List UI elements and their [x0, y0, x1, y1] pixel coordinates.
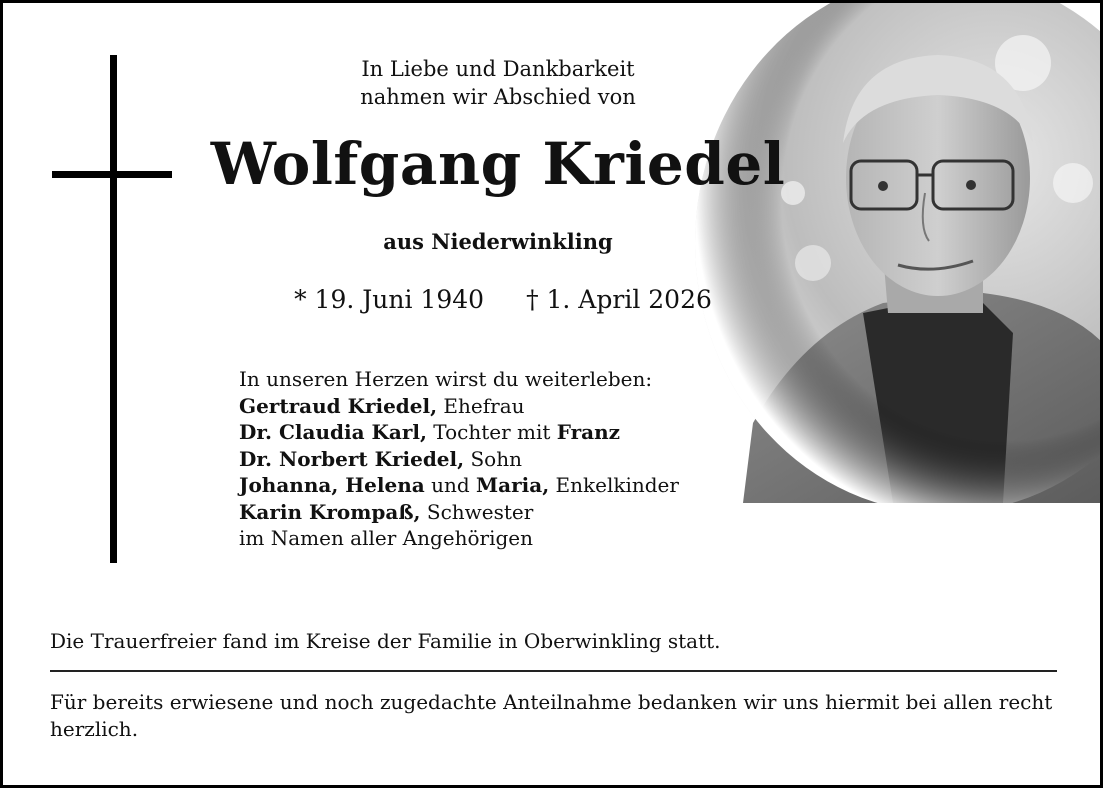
- mourners-closing: im Namen aller Angehörigen: [239, 526, 534, 550]
- divider: [50, 670, 1057, 672]
- intro-text: [253, 55, 743, 111]
- mourner-relation: Enkelkinder: [549, 473, 679, 497]
- mourner-relation: Sohn: [464, 446, 522, 471]
- deceased-origin: aus Niederwinkling: [383, 229, 613, 254]
- mourners-list: [239, 366, 759, 552]
- intro-line-1: In Liebe und Dankbarkeit: [361, 57, 635, 81]
- mourner-name: Dr. Claudia Karl,: [239, 420, 427, 444]
- ceremony-notice: Die Trauerfreier fand im Kreise der Familie in Oberwinkling statt.: [50, 629, 721, 653]
- list-item: [239, 499, 759, 526]
- deceased-name: Wolfgang Kriedel: [210, 130, 786, 198]
- list-item: [239, 472, 759, 499]
- intro-line-2: nahmen wir Abschied von: [360, 85, 636, 109]
- mourner-relation: Schwester: [420, 499, 534, 524]
- list-item: [239, 419, 759, 446]
- list-item: [239, 393, 759, 420]
- mourner-name: Gertraud Kriedel,: [239, 393, 438, 418]
- mourner-relation: Tochter mit: [426, 420, 557, 444]
- mourner-name: Maria,: [476, 473, 550, 497]
- mourner-relation: Ehefrau: [437, 393, 525, 418]
- death-date: † 1. April 2026: [526, 285, 712, 314]
- mourners-intro: In unseren Herzen wirst du weiterleben:: [239, 367, 653, 391]
- mourner-name: Karin Krompaß,: [239, 499, 421, 524]
- thanks-notice: Für bereits erwiesene und noch zugedachte Anteilnahme bedanken wir uns hiermit bei allen recht herzlich.: [50, 690, 1053, 741]
- mourner-name: Dr. Norbert Kriedel,: [239, 446, 465, 471]
- cross-vertical-bar: [110, 55, 117, 563]
- mourner-relation: und: [424, 473, 476, 497]
- life-dates: [223, 285, 783, 314]
- mourner-name: Franz: [556, 420, 621, 444]
- mourner-name: Johanna, Helena: [239, 473, 425, 497]
- birth-date: * 19. Juni 1940: [294, 285, 485, 314]
- list-item: [239, 446, 759, 473]
